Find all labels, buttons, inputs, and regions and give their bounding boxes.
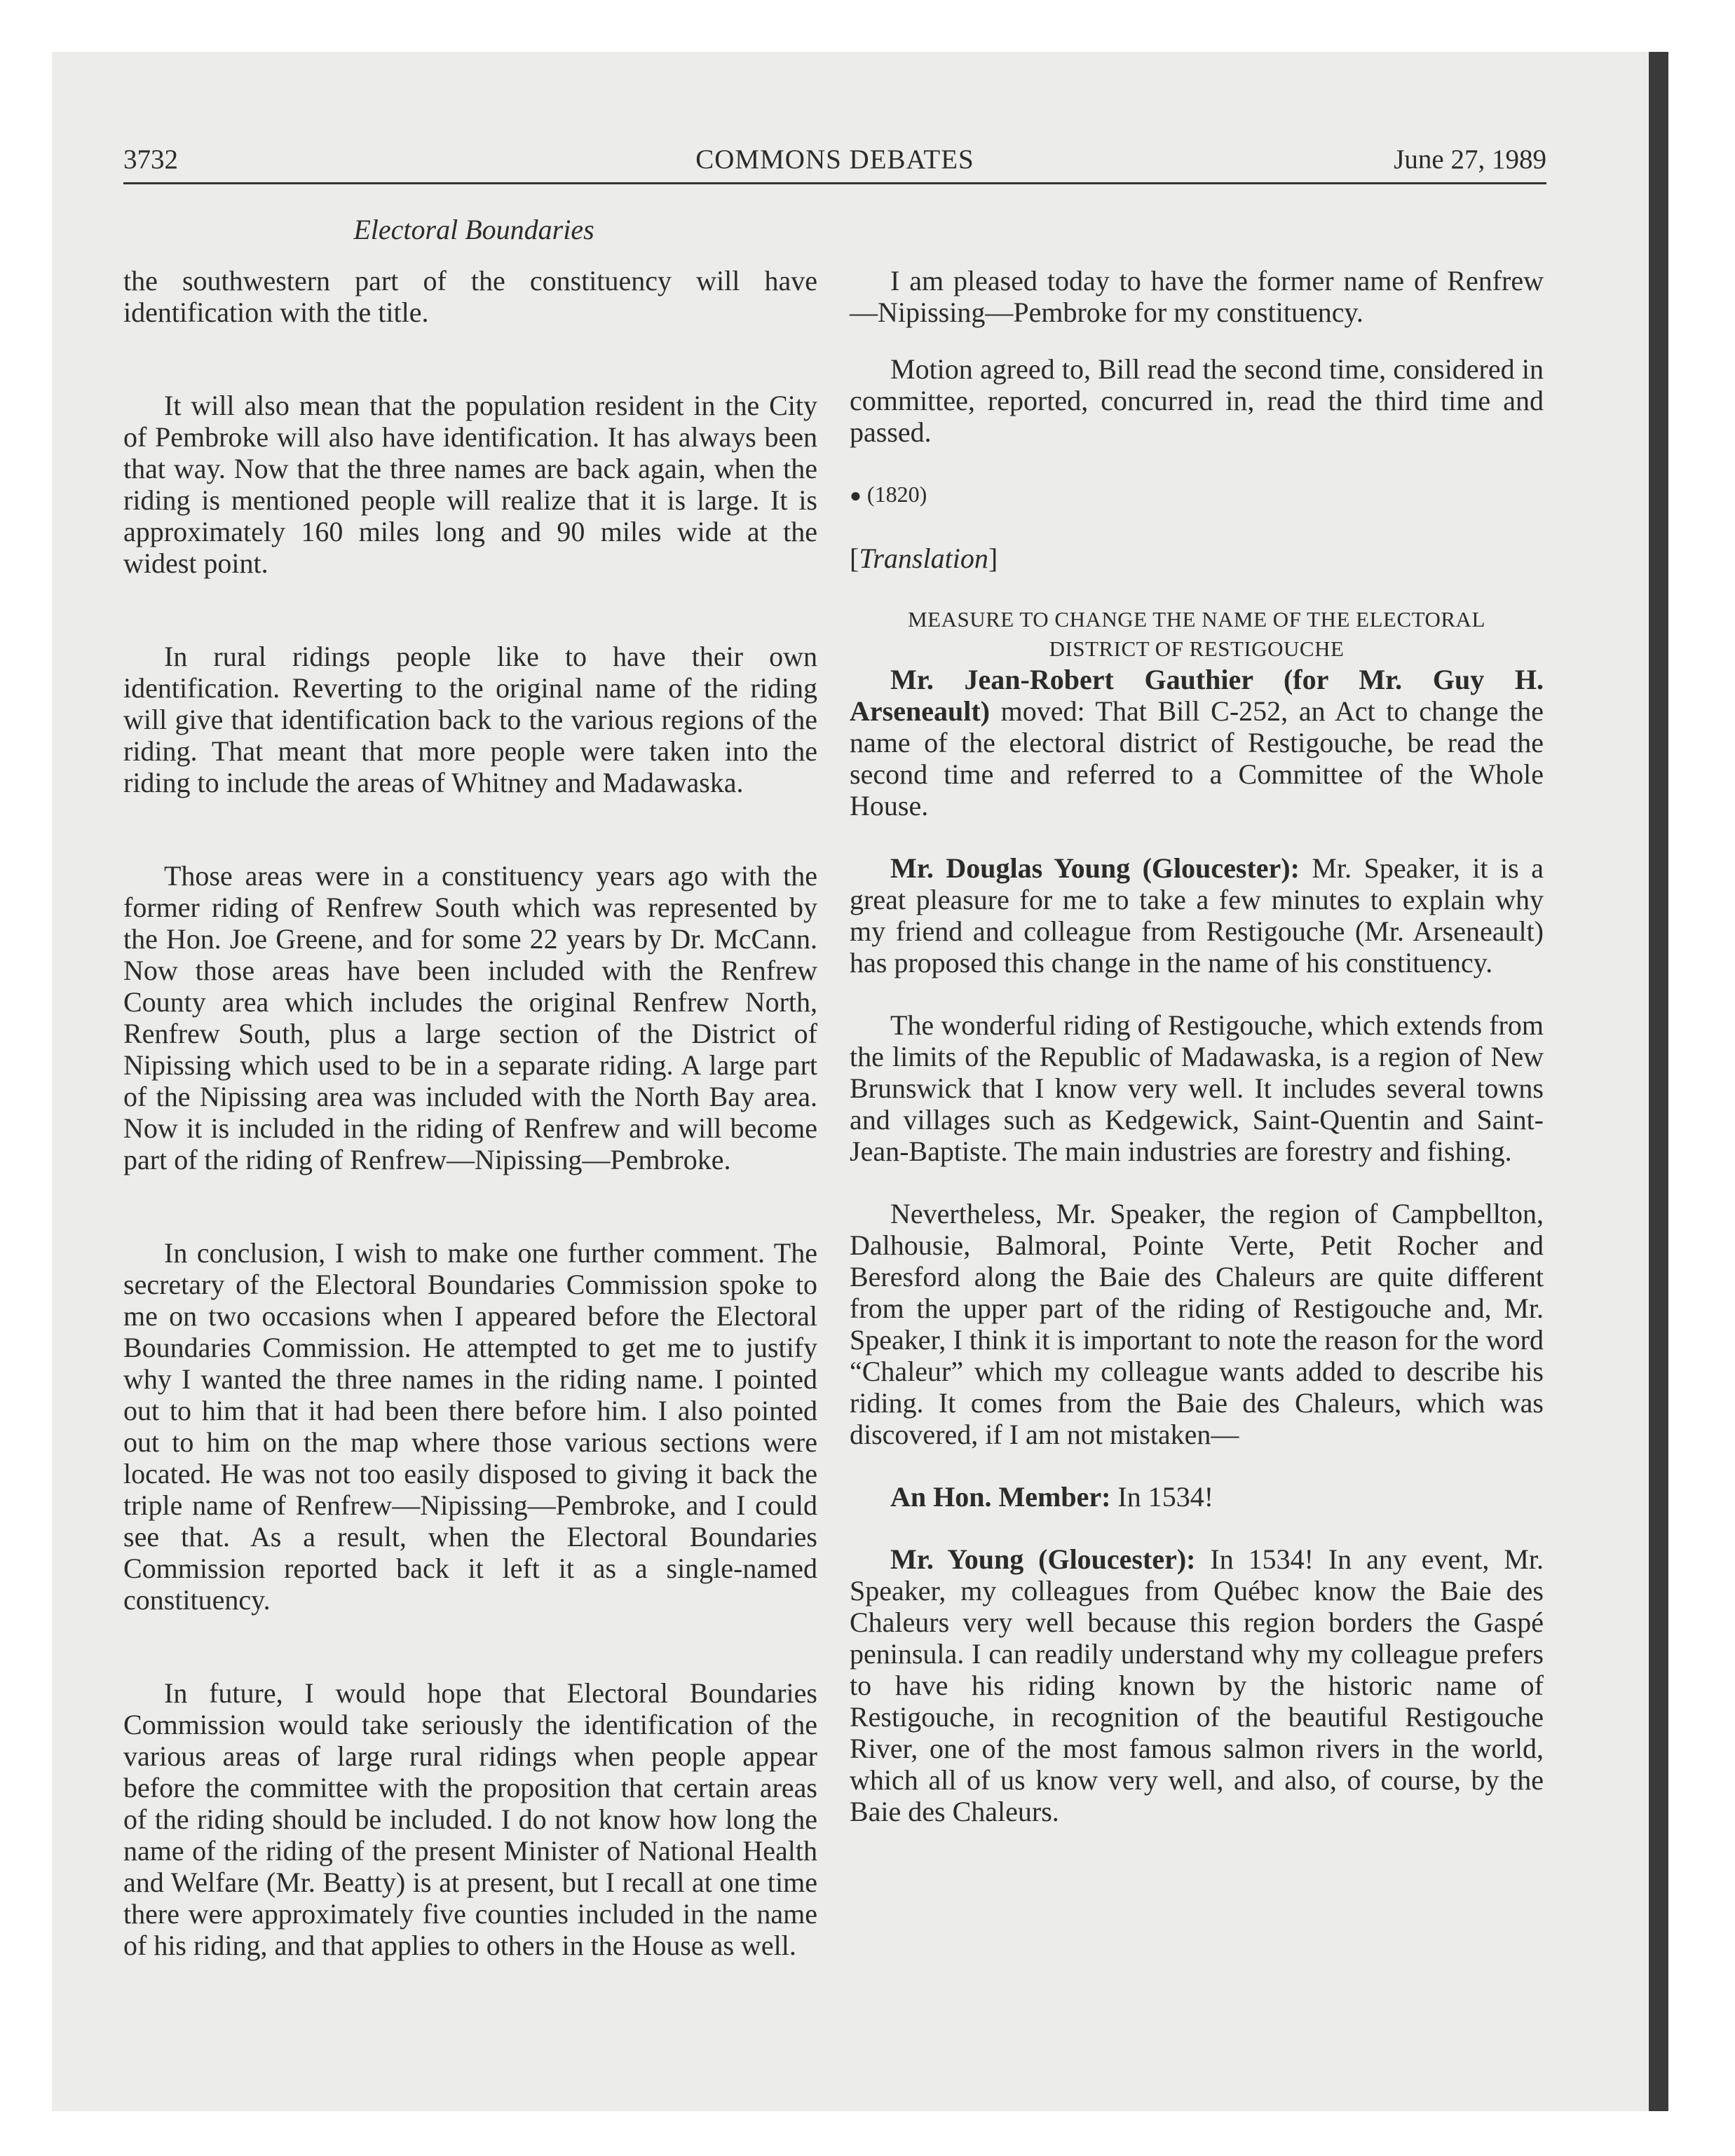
- journal-title: COMMONS DEBATES: [695, 144, 974, 175]
- speaker-name: Mr. Jean-Robert Gauthier (for Mr. Guy H. Arseneault): [850, 664, 1544, 727]
- paragraph: the southwestern part of the constituency will have identification with the title.: [123, 265, 817, 328]
- translation-label-text: Translation: [859, 543, 988, 574]
- speaker-name: Mr. Young (Gloucester):: [890, 1543, 1196, 1575]
- speaker-name: An Hon. Member:: [890, 1481, 1111, 1513]
- time-marker-text: (1820): [866, 482, 927, 507]
- speech-text: In 1534! In any event, Mr. Speaker, my colleagues from Québec know the Baie des Chaleurs very well because this region borders the Gaspé peninsula. I can readily understand why my colleague prefers to have his riding known by the historic name of Restigouche, in recognition of the beautiful Restigouche River, one of the most famous salmon rivers in the world, which all of us know very well, and also, of course, by the Baie des Chaleurs.: [850, 1543, 1544, 1827]
- speech-text: Mr. Speaker, it is a great pleasure for me to take a few minutes to explain why my friend and colleague from Restigouche (Mr. Arseneault) has proposed this change in the name of his constituency.: [850, 852, 1544, 978]
- speech-text: moved: That Bill C-252, an Act to change the name of the electoral district of Restigouche, be read the second time and referred to a Committee of the Whole House.: [850, 695, 1544, 821]
- paragraph: The wonderful riding of Restigouche, which extends from the limits of the Republic of Madawaska, is a region of New Brunswick that I know very well. It includes several towns and villages such as Kedgewick, Saint-Quentin and Saint-Jean-Baptiste. The main industries are forestry and fishing.: [850, 1009, 1544, 1167]
- bullet-icon: ●: [850, 485, 862, 507]
- paragraph: It will also mean that the population resident in the City of Pembroke will also have identification. It has always been that way. Now that the three names are back again, when the riding is mentioned people will realize that it is large. It is approximately 160 miles long and 90 miles wide at the widest point.: [123, 390, 817, 579]
- scan-edge-shadow: [1649, 52, 1668, 2111]
- paragraph: In rural ridings people like to have their own identification. Reverting to the original name of the riding will give that identification back to the various regions of the riding. That meant that more people were taken into the riding to include the areas of Whitney and Madawaska.: [123, 641, 817, 798]
- right-column: [850, 265, 1544, 1827]
- paragraph: Those areas were in a constituency years ago with the former riding of Renfrew South which was represented by the Hon. Joe Greene, and for some 22 years by Dr. McCann. Now those areas have been included with the Renfrew County area which includes the original Renfrew North, Renfrew South, plus a large section of the District of Nipissing which used to be in a separate riding. A large part of the Nipissing area was included with the North Bay area. Now it is included in the riding of Renfrew and will become part of the riding of Renfrew—Nipissing—Pembroke.: [123, 860, 817, 1175]
- paragraph: Nevertheless, Mr. Speaker, the region of Campbellton, Dalhousie, Balmoral, Pointe Verte, Petit Rocher and Beresford along the Baie des Chaleurs are quite different from the upper part of the riding of Restigouche and, Mr. Speaker, I think it is important to note the reason for the word “Chaleur” which my colleague wants added to describe his riding. It comes from the Baie des Chaleurs, which was discovered, if I am not mistaken—: [850, 1198, 1544, 1450]
- paragraph: I am pleased today to have the former name of Renfrew—Nipissing—Pembroke for my constituency.: [850, 265, 1544, 328]
- translation-label: [Translation]: [850, 543, 998, 574]
- page-number: 3732: [123, 144, 178, 175]
- left-column: [123, 265, 817, 1961]
- running-title: Electoral Boundaries: [353, 214, 594, 245]
- header-rule: [123, 182, 1546, 184]
- time-marker: [850, 479, 1544, 512]
- interjection-paragraph: [850, 1481, 1544, 1513]
- motion-paragraph: [850, 664, 1544, 821]
- section-heading: MEASURE TO CHANGE THE NAME OF THE ELECTORAL DISTRICT OF RESTIGOUCHE: [908, 607, 1485, 661]
- issue-date: June 27, 1989: [1394, 144, 1546, 175]
- speech-paragraph: [850, 852, 1544, 978]
- paragraph: Motion agreed to, Bill read the second time, considered in committee, reported, concurred in, read the third time and passed.: [850, 353, 1544, 448]
- speech-text: In 1534!: [1110, 1481, 1214, 1513]
- page-header: [123, 139, 1546, 181]
- speaker-name: Mr. Douglas Young (Gloucester):: [890, 852, 1300, 884]
- paragraph: In future, I would hope that Electoral Boundaries Commission would take seriously the identification of the various areas of large rural ridings when people appear before the committee with the proposition that certain areas of the riding should be included. I do not know how long the name of the riding of the present Minister of National Health and Welfare (Mr. Beatty) is at present, but I recall at one time there were approximately five counties included in the name of his riding, and that applies to others in the House as well.: [123, 1677, 817, 1961]
- paragraph: In conclusion, I wish to make one further comment. The secretary of the Electoral Boundaries Commission spoke to me on two occasions when I appeared before the Electoral Boundaries Commission. He attempted to get me to justify why I wanted the three names in the riding name. I pointed out to him that it had been there before him. I also pointed out to him on the map where those various sections were located. He was not too easily disposed to giving it back the triple name of Renfrew—Nipissing—Pembroke, and I could see that. As a result, when the Electoral Boundaries Commission reported back it left it as a single-named constituency.: [123, 1237, 817, 1616]
- speech-paragraph: [850, 1543, 1544, 1827]
